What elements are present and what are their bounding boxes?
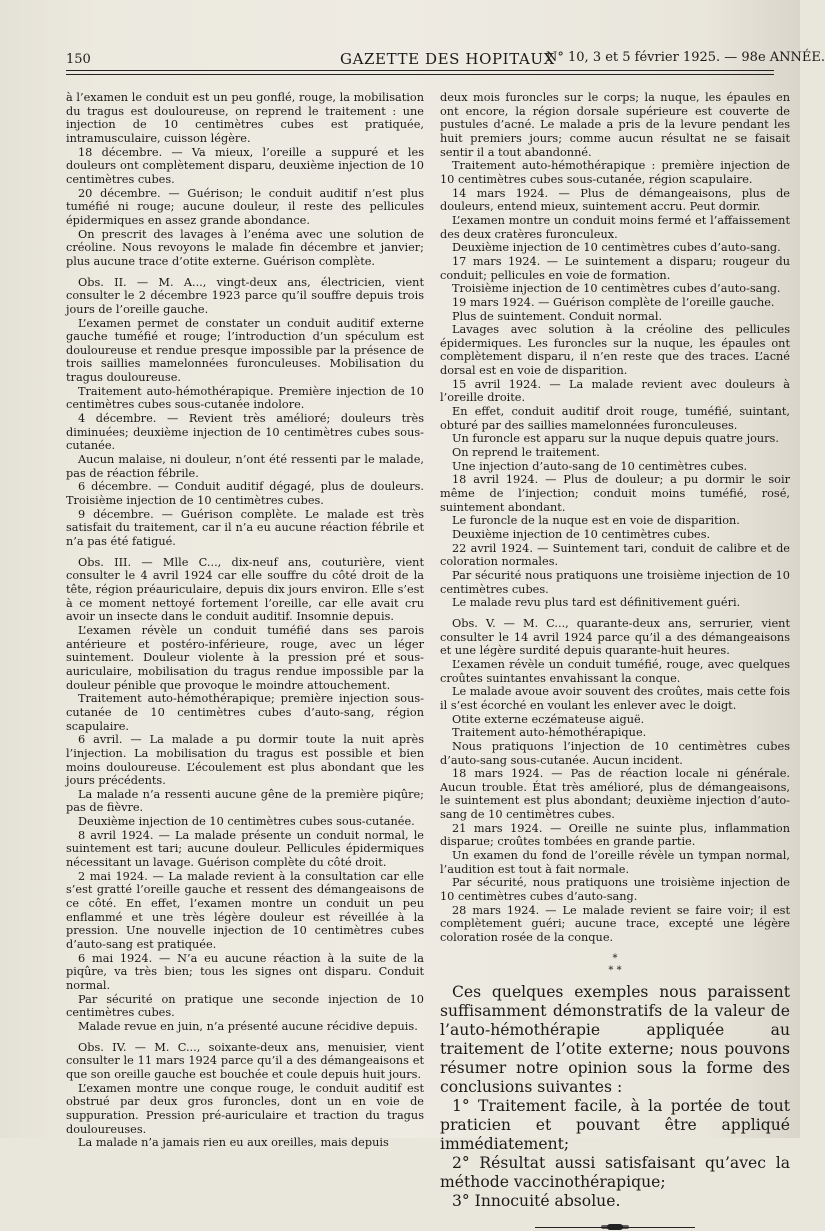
paragraph: Une injection d’auto-sang de 10 centimètres cubes. (452, 459, 748, 473)
paragraph: En effet, conduit auditif droit rouge, tuméfié, suintant, obturé par des saillies mamelonnées furonculeuses. (440, 405, 790, 432)
paragraph: Le malade revu plus tard est définitivement guéri. (452, 596, 741, 610)
paragraph: 2 mai 1924. — La malade revient à la consultation car elle s’est gratté l’oreille gauche et ressent des démangeaisons de ce côté. En effet, l’examen montre un conduit un peu enflammé et une très légère douleur est réveillée à la pression. Une nouvelle injection de 10 centimètres cubes d’auto-sang est pratiquée. (66, 869, 424, 952)
paragraph: Traitement auto-hémothérapique; première injection sous-cutanée de 10 centimètres cubes d’auto-sang, région scapulaire. (66, 692, 424, 733)
right-column (440, 91, 790, 1210)
paragraph: L’examen montre une conque rouge, le conduit auditif est obstrué par deux gros furoncles, dont un en voie de suppuration. Pression pré-auriculaire et traction du tragus douloureuses. (66, 1081, 424, 1136)
paragraph: Otite externe eczémateuse aiguë. (452, 712, 645, 726)
paragraph: L’examen montre un conduit moins fermé et l’affaissement des deux cratères furonculeux. (440, 213, 790, 241)
paragraph: 8 avril 1924. — La malade présente un conduit normal, le suintement est tari; aucune douleur. Pellicules épidermiques nécessitant un lavage. Guérison complète du côté droit. (66, 828, 424, 870)
page-number: 150 (66, 52, 91, 67)
paragraph: On prescrit des lavages à l’enéma avec une solution de créoline. Nous revoyons le malade fin décembre et janvier; plus aucune trace d’otite externe. Guérison complète. (66, 227, 424, 268)
section-asterism: * * * (608, 952, 622, 976)
paragraph: L’examen permet de constater un conduit auditif externe gauche tuméfié et rouge; l’introduction d’un spéculum est douloureuse et rendue presque impossible par la présence de trois saillies mamelonnées furonculeuses. Mobilisation du tragus douloureuse. (66, 316, 424, 385)
paragraph: Deuxième injection de 10 centimètres cubes. (452, 528, 711, 541)
paragraph: 18 décembre. — Va mieux, l’oreille a suppuré et les douleurs ont complètement disparu, deuxième injection de 10 centimètres cubes. (66, 145, 424, 186)
paragraph: Le malade avoue avoir souvent des croûtes, mais cette fois il s’est écorché en voulant les enlever avec le doigt. (440, 685, 790, 712)
observation-heading-paragraph: Obs. IV. — M. C..., soixante-deux ans, menuisier, vient consulter le 11 mars 1924 parce qu’il a des démangeaisons et que son oreille gauche est bouchée et coule depuis huit jours. (66, 1040, 424, 1081)
paragraph: La malade n’a ressenti aucune gêne de la première piqûre; pas de fièvre. (66, 787, 424, 815)
paragraph: Plus de suintement. Conduit normal. (452, 309, 663, 323)
paragraph: 18 avril 1924. — Plus de douleur; a pu dormir le soir même de l’injection; conduit moins tuméfié, rosé, suintement abondant. (440, 473, 790, 514)
left-column (66, 91, 424, 1150)
end-rule-ornament (607, 1224, 623, 1230)
paragraph: L’examen révèle un conduit tuméfié, rouge, avec quelques croûtes suintantes envahissant la conque. (440, 657, 790, 685)
conclusion-item-1: 1° Traitement facile, à la portée de tout praticien et pouvant être appliqué immédiatement; (440, 1096, 790, 1153)
paragraph: deux mois furoncles sur le corps; la nuque, les épaules en ont encore, la région dorsale supérieure est couverte de pustules d’acné. Le malade a pris de la levure pendant les huit premiers jours; comme aucun résultat ne se faisait sentir il a tout abandonné. (440, 91, 790, 159)
paragraph: 4 décembre. — Revient très amélioré; douleurs très diminuées; deuxième injection de 10 centimètres cubes sous-cutanée. (66, 412, 424, 453)
paragraph: 19 mars 1924. — Guérison complète de l’oreille gauche. (452, 295, 775, 309)
observation-heading-paragraph: Obs. II. — M. A..., vingt-deux ans, électricien, vient consulter le 2 décembre 1923 parce qu’il souffre depuis trois jours de l’oreille gauche. (66, 275, 424, 316)
end-ornament-rule (535, 1223, 695, 1231)
paragraph: Malade revue en juin, n’a présenté aucune récidive depuis. (78, 1019, 418, 1033)
conclusion-paragraph: Ces quelques exemples nous paraissent suffisamment démonstratifs de la valeur de l’auto-hémothérapie appliquée au traitement de l’otite externe; nous pouvons résumer notre opinion sous la forme des conclusions suivantes : (440, 982, 790, 1096)
paragraph: Nous pratiquons l’injection de 10 centimètres cubes d’auto-sang sous-cutanée. Aucun incident. (440, 739, 790, 767)
paragraph: On reprend le traitement. (452, 446, 600, 460)
paragraph: Troisième injection de 10 centimètres cubes d’auto-sang. (452, 282, 781, 296)
paragraph: Par sécurité nous pratiquons une troisième injection de 10 centimètres cubes. (440, 568, 790, 596)
header-rule-thick (66, 70, 774, 71)
paragraph: à l’examen le conduit est un peu gonflé, rouge, la mobilisation du tragus est douloureuse, on reprend le traitement : une injection de 10 centimètres cubes est pratiquée, intramusculaire, cuisson légère. (66, 91, 424, 145)
paragraph: 6 mai 1924. — N’a eu aucune réaction à la suite de la piqûre, va très bien; tous les signes ont disparu. Conduit normal. (66, 951, 424, 992)
paragraph: Par sécurité, nous pratiquons une troisième injection de 10 centimètres cubes d’auto-sang. (440, 876, 790, 904)
paragraph: Lavages avec solution à la créoline des pellicules épidermiques. Les furoncles sur la nuque, les épaules ont complètement disparu, il n’en reste que des traces. L’acné dorsal est en voie de disparition. (440, 323, 790, 378)
observation-heading-paragraph: Obs. III. — Mlle C..., dix-neuf ans, couturière, vient consulter le 4 avril 1924 car elle souffre du côté droit de la tête, région préauriculaire, depuis dix jours environ. Elle s’est à ce moment nettoyé fortement l’oreille, car elle avait cru avoir un insecte dans le conduit auditif. Insomnie depuis. (66, 555, 424, 624)
paragraph: L’examen révèle un conduit tuméfié dans ses parois antérieure et postéro-inférieure, rouge, avec un léger suintement. Douleur violente à la pression pré et sous-auriculaire, mobilisation du tragus rendue impossible par la douleur pénible que provoque le moindre attouchement. (66, 623, 424, 692)
conclusion-item-2: 2° Résultat aussi satisfaisant qu’avec la méthode vaccinothérapique; (440, 1153, 790, 1191)
journal-title: GAZETTE DES HOPITAUX (340, 50, 555, 68)
paragraph: 6 avril. — La malade a pu dormir toute la nuit après l’injection. La mobilisation du tragus est possible et bien moins douloureuse. L’écoulement est plus abondant que les jours précédents. (66, 733, 424, 788)
paragraph: Deuxième injection de 10 centimètres cubes d’auto-sang. (452, 241, 781, 255)
paragraph: 17 mars 1924. — Le suintement a disparu; rougeur du conduit; pellicules en voie de formation. (440, 254, 790, 282)
page-header (66, 44, 825, 68)
paragraph: 22 avril 1924. — Suintement tari, conduit de calibre et de coloration normales. (440, 541, 790, 569)
paragraph: 6 décembre. — Conduit auditif dégagé, plus de douleurs. Troisième injection de 10 centimètres cubes. (66, 480, 424, 508)
paragraph: Un furoncle est apparu sur la nuque depuis quatre jours. (452, 432, 779, 446)
paragraph: Un examen du fond de l’oreille révèle un tympan normal, l’audition est tout à fait normale. (440, 849, 790, 876)
paragraph: 18 mars 1924. — Pas de réaction locale ni générale. Aucun trouble. État très amélioré, plus de démangeaisons, le suintement est plus abondant; deuxième injection d’auto-sang de 10 centimètres cubes. (440, 767, 790, 822)
paragraph: Traitement auto-hémothérapique. Première injection de 10 centimètres cubes sous-cutanée indolore. (66, 384, 424, 412)
paragraph: Traitement auto-hémothérapique : première injection de 10 centimètres cubes sous-cutanée, région scapulaire. (440, 159, 790, 186)
paragraph: La malade n’a jamais rien eu aux oreilles, mais depuis (78, 1136, 389, 1150)
paragraph: 14 mars 1924. — Plus de démangeaisons, plus de douleurs, entend mieux, suintement accru. Peut dormir. (440, 186, 790, 214)
paragraph: Par sécurité on pratique une seconde injection de 10 centimètres cubes. (66, 992, 424, 1020)
paragraph: 15 avril 1924. — La malade revient avec douleurs à l’oreille droite. (440, 377, 790, 405)
observation-heading-paragraph: Obs. V. — M. C..., quarante-deux ans, serrurier, vient consulter le 14 avril 1924 parce qu’il a des démangeaisons et une légère surdité depuis quarante-huit heures. (440, 616, 790, 658)
paragraph: 9 décembre. — Guérison complète. Le malade est très satisfait du traitement, car il n’a eu aucune réaction fébrile et n’a pas été fatigué. (66, 507, 424, 548)
paragraph: 20 décembre. — Guérison; le conduit auditif n’est plus tuméfié ni rouge; aucune douleur, il reste des pellicules épidermiques en assez grande abondance. (66, 186, 424, 227)
paragraph: 21 mars 1924. — Oreille ne suinte plus, inflammation disparue; croûtes tombées en grande partie. (440, 821, 790, 849)
paragraph: Traitement auto-hémothérapique. (452, 726, 647, 740)
paragraph: Le furoncle de la nuque est en voie de disparition. (452, 514, 740, 528)
paragraph: Aucun malaise, ni douleur, n’ont été ressenti par le malade, pas de réaction fébrile. (66, 453, 424, 480)
paragraph: 28 mars 1924. — Le malade revient se faire voir; il est complètement guéri; aucune trace, excepté une légère coloration rosée de la conque. (440, 903, 790, 945)
issue-info: N° 10, 3 et 5 février 1925. — 98e ANNÉE. (546, 50, 825, 65)
header-rule-thin (66, 74, 774, 75)
paragraph: Deuxième injection de 10 centimètres cubes sous-cutanée. (78, 815, 415, 829)
conclusion-item-3: 3° Innocuité absolue. (452, 1191, 621, 1210)
